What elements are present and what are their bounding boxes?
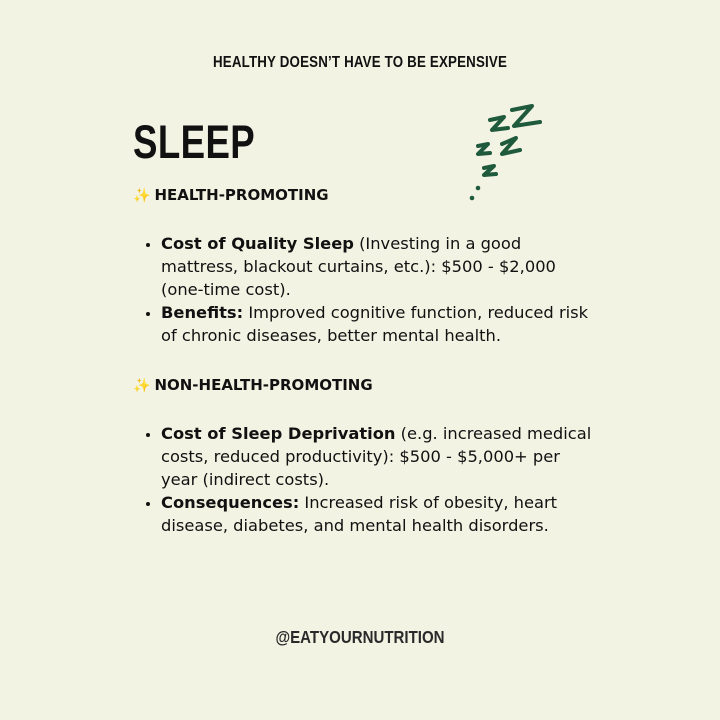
item-label: Consequences:: [161, 493, 300, 512]
sparkle-icon: ✨: [133, 378, 151, 394]
item-text: (Investing in a good mattress, blackout curtains, etc.): $500 - $2,000 (one-time cost).: [161, 234, 556, 299]
section-heading-label: HEALTH-PROMOTING: [154, 186, 329, 204]
page-header-title: HEALTHY DOESN’T HAVE TO BE EXPENSIVE: [212, 54, 508, 71]
list-item: [161, 491, 601, 537]
health-promoting-list: [143, 232, 601, 347]
item-label: Cost of Sleep Deprivation: [161, 424, 396, 443]
list-item: [161, 232, 601, 301]
non-health-promoting-list: [143, 422, 601, 537]
item-text: (e.g. increased medical costs, reduced productivity): $500 - $5,000+ per year (indirect costs).: [161, 424, 592, 489]
item-label: Cost of Quality Sleep: [161, 234, 354, 253]
item-label: Benefits:: [161, 303, 244, 322]
list-item: [161, 422, 601, 491]
section-heading-health-promoting: [133, 186, 329, 204]
zzz-sleep-icon: [462, 100, 552, 210]
list-item: [161, 301, 601, 347]
section-heading-non-health-promoting: [133, 376, 373, 394]
footer-handle: @EATYOURNUTRITION: [275, 627, 445, 647]
item-text: Improved cognitive function, reduced risk of chronic diseases, better mental health.: [161, 303, 589, 345]
section-heading-label: NON-HEALTH-PROMOTING: [154, 376, 373, 394]
sparkle-icon: ✨: [133, 188, 151, 204]
item-text: Increased risk of obesity, heart disease, diabetes, and mental health disorders.: [161, 493, 558, 535]
topic-title: SLEEP: [133, 115, 256, 168]
